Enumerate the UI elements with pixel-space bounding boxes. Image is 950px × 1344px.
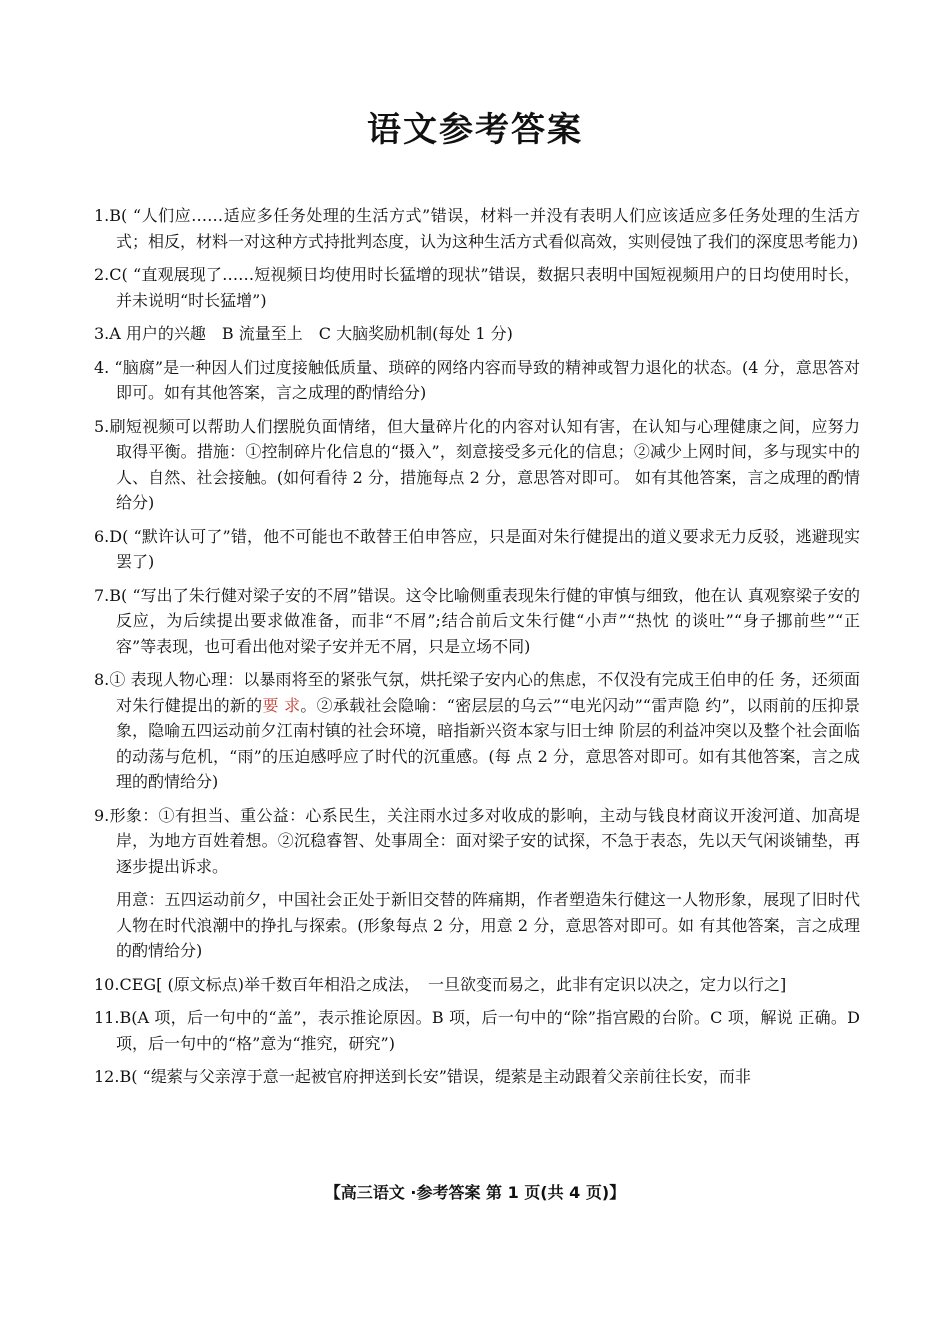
answer-item-2: 2.C( “直观展现了……短视频日均使用时长猛增的现状”错误，数据只表明中国短视频用户的日均使用时长，并未说明“时长猛增”) <box>94 265 860 310</box>
answer-item-8-text: 8.① 表现人物心理：以暴雨将至的紧张气氛，烘托梁子安内心的焦虑，不仅没有完成王伯申的任 务，还须面对朱行健提出的新的 <box>94 670 860 715</box>
answer-item-8-highlight: 要 求 <box>262 695 301 715</box>
answer-item-5: 5.刷短视频可以帮助人们摆脱负面情绪，但大量碎片化的内容对认知有害，在认知与心理健康之间，应努力取得平衡。措施：①控制碎片化信息的“摄入”，刻意接受多元化的信息；②减少上网时间，多与现实中的人、自然、社会接触。(如何看待 2 分，措施每点 2 分，意思答对即可。 如有其他答案，言之成理的酌情给分) <box>94 416 860 512</box>
page-footer: 【高三语文 ·参考答案 第 1 页(共 4 页)】 <box>324 1183 626 1202</box>
answer-item-8-text-after: 。②承载社会隐喻：“密层层的乌云”“电光闪动”“雷声隐 约”，以雨前的压抑景象，隐喻五四运动前夕江南村镇的社会环境，暗指新兴资本家与旧士绅 阶层的利益冲突以及整个社会面临的动荡与危机，“雨”的压迫感呼应了时代的沉重感。(每 点 2 分，意思答对即可。如有其他答案，言之成理的酌情给分) <box>116 695 860 791</box>
answer-item-9: 9.形象：①有担当、重公益：心系民生，关注雨水过多对收成的影响，主动与钱良材商议开浚河道、加高堤岸，为地方百姓着想。②沉稳睿智、处事周全：面对梁子安的试探，不急于表态，先以天气闲谈铺垫，再逐步提出诉求。 <box>94 805 860 876</box>
answer-item-1: 1.B( “人们应……适应多任务处理的生活方式”错误，材料一并没有表明人们应该适应多任务处理的生活方式；相反，材料一对这种方式持批判态度，认为这种生活方式看似高效，实则侵蚀了我们的深度思考能力) <box>94 206 860 251</box>
answer-list <box>94 203 860 1098</box>
answer-item-10: 10.CEG[ (原文标点)举千数百年相沿之成法， 一旦欲变而易之，此非有定识以决之，定力以行之] <box>94 974 787 994</box>
answer-item-7: 7.B( “写出了朱行健对梁子安的不屑”错误。这令比喻侧重表现朱行健的审慎与细致，他在认 真观察梁子安的反应，为后续提出要求做准备，而非“不屑”;结合前后文朱行健“小声”“热忱 的谈吐”“身子挪前些”“正容”等表现，也可看出他对梁子安并无不屑，只是立场不同) <box>94 585 860 656</box>
answer-item-8 <box>94 667 860 795</box>
answer-item-12: 12.B( “缇萦与父亲淳于意一起被官府押送到长安”错误，缇萦是主动跟着父亲前往长安，而非 <box>94 1067 751 1086</box>
answer-item-4: 4. “脑腐”是一种因人们过度接触低质量、琐碎的网络内容而导致的精神或智力退化的状态。(4 分，意思答对即可。如有其他答案，言之成理的酌情给分) <box>94 357 860 402</box>
answer-item-9-intent: 用意：五四运动前夕，中国社会正处于新旧交替的阵痛期，作者塑造朱行健这一人物形象，展现了旧时代人物在时代浪潮中的挣扎与探索。(形象每点 2 分，用意 2 分，意思答对即可。如 有其他答案，言之成理的酌情给分) <box>116 890 860 960</box>
answer-item-3: 3.A 用户的兴趣 B 流量至上 C 大脑奖励机制(每处 1 分) <box>94 324 513 343</box>
page-title: 语文参考答案 <box>367 110 583 150</box>
answer-item-11: 11.B(A 项，后一句中的“盖”，表示推论原因。B 项，后一句中的“除”指宫殿的台阶。C 项，解说 正确。D 项，后一句中的“格”意为“推究，研究”) <box>94 1008 860 1053</box>
answer-item-6: 6.D( “默许认可了”错，他不可能也不敢替王伯申答应，只是面对朱行健提出的道义要求无力反驳，逃避现实罢了) <box>94 526 860 571</box>
